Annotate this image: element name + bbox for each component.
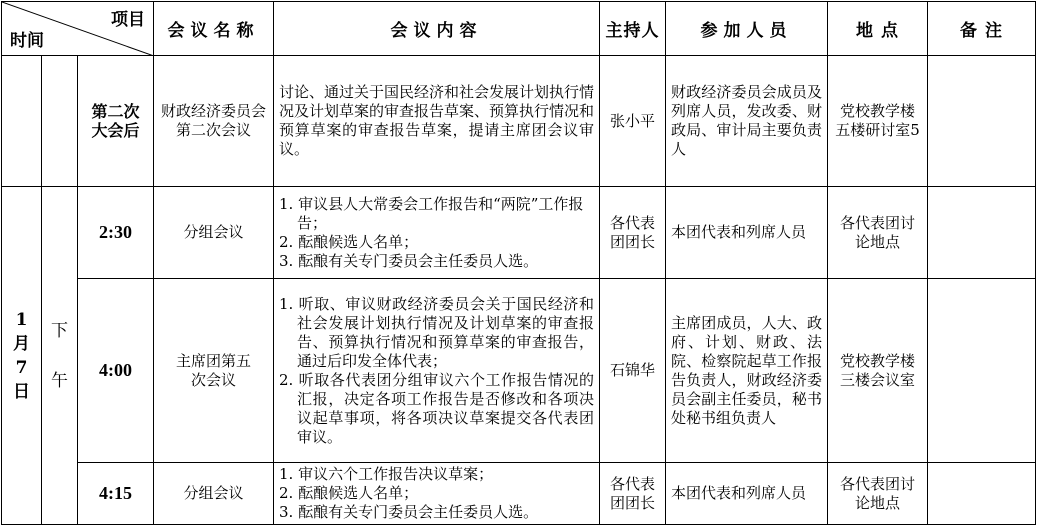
list-item: 1. 听取、审议财政经济委员会关于国民经济和社会发展计划执行情况及计划草案的审查报告、预算执行情况和预算草案的审查报告，通过后印发全体代表； [279,294,594,370]
content-list [279,465,594,522]
date-char: 7 [15,357,28,378]
header-project: 项目 [111,10,145,30]
row-participants: 本团代表和列席人员 [666,463,828,525]
content-list [279,195,594,271]
row-remarks [928,187,1036,279]
period-char: 午 [51,370,68,391]
row-host: 石锦华 [600,279,666,463]
date-cell [2,187,42,525]
row-remarks [928,279,1036,463]
row-content [274,279,600,463]
content-list [279,295,594,447]
period-cell [42,187,78,525]
row-time: 第二次大会后 [78,56,154,187]
row-meeting-name: 财政经济委员会第二次会议 [154,56,274,187]
period-char: 下 [51,320,68,341]
header-time: 时间 [10,31,44,51]
header-corner [2,2,154,56]
list-item: 2. 听取各代表团分组审议六个工作报告情况的汇报，决定各项工作报告是否修改和各项决议起草事项，将各项决议草案提交各代表团审议。 [279,370,594,446]
table-row [2,279,1036,463]
meeting-schedule-table [1,1,1036,525]
list-item: 3. 酝酿有关专门委员会主任委员人选。 [279,251,539,270]
list-item: 2. 酝酿候选人名单； [279,484,419,502]
row-host: 张小平 [600,56,666,187]
date-char: 1 [15,309,28,330]
header-row [2,2,1036,56]
header-remarks: 备 注 [928,2,1036,56]
table-row [2,463,1036,525]
header-host: 主持人 [600,2,666,56]
header-participants: 参加人员 [666,2,828,56]
row-content [274,187,600,279]
date-char: 月 [13,333,30,354]
row-location: 各代表团讨论地点 [828,187,928,279]
row-meeting-name: 主席团第五次会议 [154,279,274,463]
date-char: 日 [13,381,30,402]
row-location: 党校教学楼三楼会议室 [828,279,928,463]
row-host: 各代表团团长 [600,187,666,279]
row-content [274,463,600,525]
row-participants: 主席团成员，人大、政府、计划、财政、法院、检察院起草工作报告负责人，财政经济委员会副主任委员，秘书处秘书组负责人 [666,279,828,463]
list-item: 3. 酝酿有关专门委员会主任委员人选。 [279,503,539,521]
header-meeting-name: 会议名称 [154,2,274,56]
header-content: 会议内容 [274,2,600,56]
row-host: 各代表团团长 [600,463,666,525]
row-time: 2:30 [78,187,154,279]
row-meeting-name: 分组会议 [154,187,274,279]
table-row [2,56,1036,187]
row-remarks [928,463,1036,525]
empty-date-cell [2,56,42,187]
row-content: 讨论、通过关于国民经济和社会发展计划执行情况及计划草案的审查报告草案、预算执行情况和预算草案的审查报告草案，提请主席团会议审议。 [274,56,600,187]
row-participants: 财政经济委员会成员及列席人员，发改委、财政局、审计局主要负责人 [666,56,828,187]
list-item: 2. 酝酿候选人名单； [279,232,419,251]
list-item: 1. 审议县人大常委会工作报告和“两院”工作报告； [279,194,584,232]
empty-period-cell [42,56,78,187]
row-meeting-name: 分组会议 [154,463,274,525]
table-row [2,187,1036,279]
row-time: 4:00 [78,279,154,463]
header-location: 地 点 [828,2,928,56]
row-time: 4:15 [78,463,154,525]
row-location: 各代表团讨论地点 [828,463,928,525]
row-location: 党校教学楼五楼研讨室5 [828,56,928,187]
row-remarks [928,56,1036,187]
row-participants: 本团代表和列席人员 [666,187,828,279]
list-item: 1. 审议六个工作报告决议草案； [279,465,494,483]
